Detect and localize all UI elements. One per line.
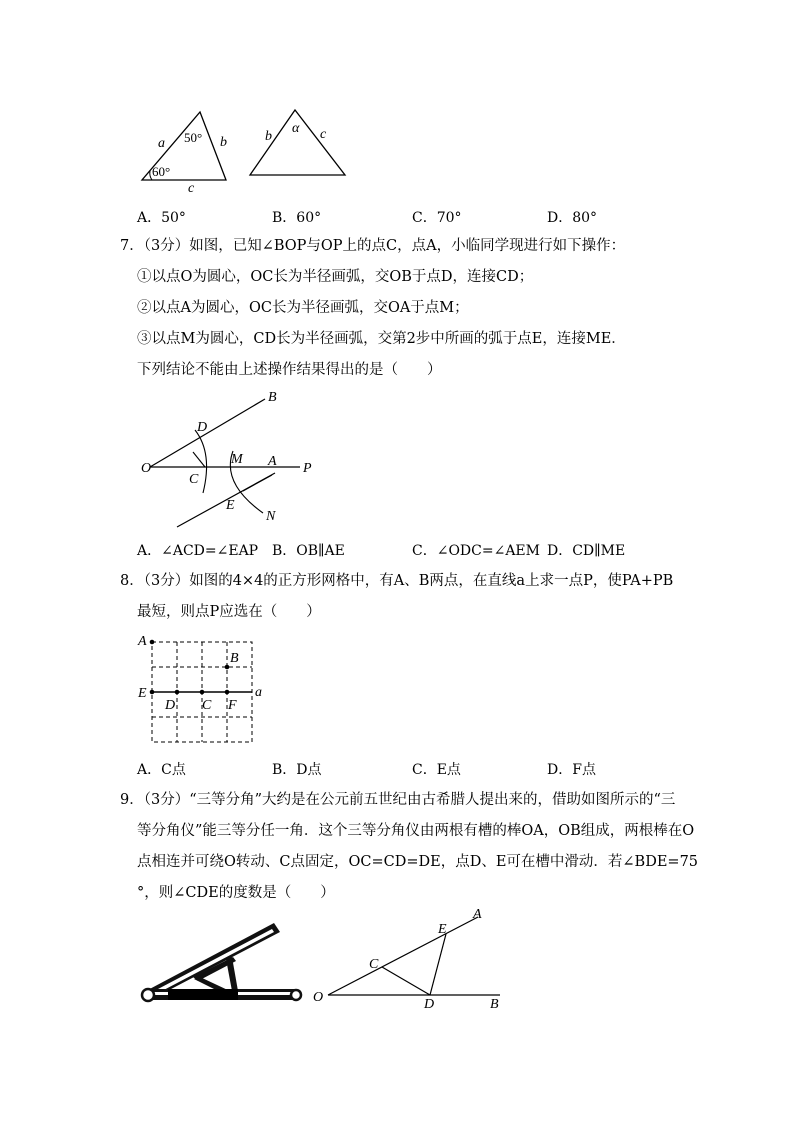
q7-figure [135, 385, 335, 530]
q9-stem-line3: 点相连并可绕O转动、C点固定，OC=CD=DE，点D、E可在槽中滑动．若∠BDE=75 [137, 854, 699, 870]
q7-option-d: D．CD∥ME [547, 543, 626, 559]
q8-option-c: C．E点 [412, 762, 461, 778]
q7-option-b: B．OB∥AE [272, 543, 345, 559]
q7-label-B: B [268, 390, 277, 405]
q9-stem-line4: °，则∠CDE的度数是（ ） [137, 885, 335, 901]
q9-label-B: B [490, 997, 499, 1010]
q7-stem-line1: 7．（3分）如图，已知∠BOP与OP上的点C，点A，小临同学现进行如下操作： [120, 238, 626, 254]
q7-label-O: O [141, 461, 152, 476]
q7-label-E: E [226, 498, 235, 513]
tri1-side-c: c [188, 181, 195, 195]
q8-option-b: B．D点 [272, 762, 322, 778]
q9-label-C: C [369, 957, 379, 972]
q7-label-M: M [231, 452, 243, 467]
trisector-instrument-image [138, 915, 308, 1010]
q6-option-a: A．50° [137, 210, 186, 226]
tri1-side-a: a [158, 136, 165, 151]
q9-label-E: E [438, 922, 447, 937]
q7-label-A: A [268, 454, 277, 469]
tri1-side-b: b [220, 135, 227, 150]
q7-option-c: C．∠ODC=∠AEM [412, 543, 540, 559]
q8-label-B: B [230, 651, 239, 666]
q8-option-a: A．C点 [137, 762, 186, 778]
q7-option-a: A．∠ACD=∠EAP [137, 543, 259, 559]
q8-label-F: F [228, 698, 237, 713]
tri1-angle-left: 60° [152, 164, 171, 179]
q7-label-N: N [266, 509, 276, 524]
q7-label-D: D [197, 420, 208, 435]
q8-label-C: C [202, 698, 212, 713]
tri2-side-c: c [320, 127, 327, 142]
q8-label-D: D [165, 698, 176, 713]
q9-label-D: D [424, 997, 435, 1010]
tri2-angle: α [292, 121, 300, 136]
q7-label-C: C [189, 472, 199, 487]
q6-triangle-figures [130, 100, 360, 195]
q6-option-b: B．60° [272, 210, 322, 226]
q7-step1: ①以点O为圆心，OC长为半径画弧，交OB于点D，连接CD； [137, 269, 534, 285]
q8-label-A: A [138, 634, 147, 649]
q8-grid-figure [135, 630, 275, 745]
q8-stem-line2: 最短，则点P应选在（ ） [137, 604, 321, 620]
q9-stem-line2: 等分角仪”能三等分任一角．这个三等分角仪由两根有槽的棒OA，OB组成，两根棒在O [137, 823, 695, 839]
q9-stem-line1: 9．（3分）“三等分角”大约是在公元前五世纪由古希腊人提出来的，借助如图所示的“三 [120, 792, 676, 808]
q9-geometry-figure [310, 905, 510, 1010]
q9-label-O: O [313, 990, 324, 1005]
q8-label-E: E [138, 686, 147, 701]
q6-option-c: C．70° [412, 210, 462, 226]
q8-label-line-a: a [255, 685, 262, 700]
q7-label-P: P [303, 461, 312, 476]
q6-option-d: D．80° [547, 210, 598, 226]
q7-step2: ②以点A为圆心，OC长为半径画弧，交OA于点M； [137, 300, 469, 316]
q9-label-A: A [473, 907, 482, 922]
q8-stem-line1: 8．（3分）如图的4×4的正方形网格中，有A、B两点，在直线a上求一点P，使PA+PB [120, 573, 674, 589]
q7-ask: 下列结论不能由上述操作结果得出的是（ ） [137, 362, 442, 378]
tri1-angle-top: 50° [184, 130, 203, 145]
tri2-side-b: b [265, 129, 272, 144]
q8-option-d: D．F点 [547, 762, 596, 778]
q7-step3: ③以点M为圆心，CD长为半径画弧，交第2步中所画的弧于点E，连接ME． [137, 331, 626, 347]
